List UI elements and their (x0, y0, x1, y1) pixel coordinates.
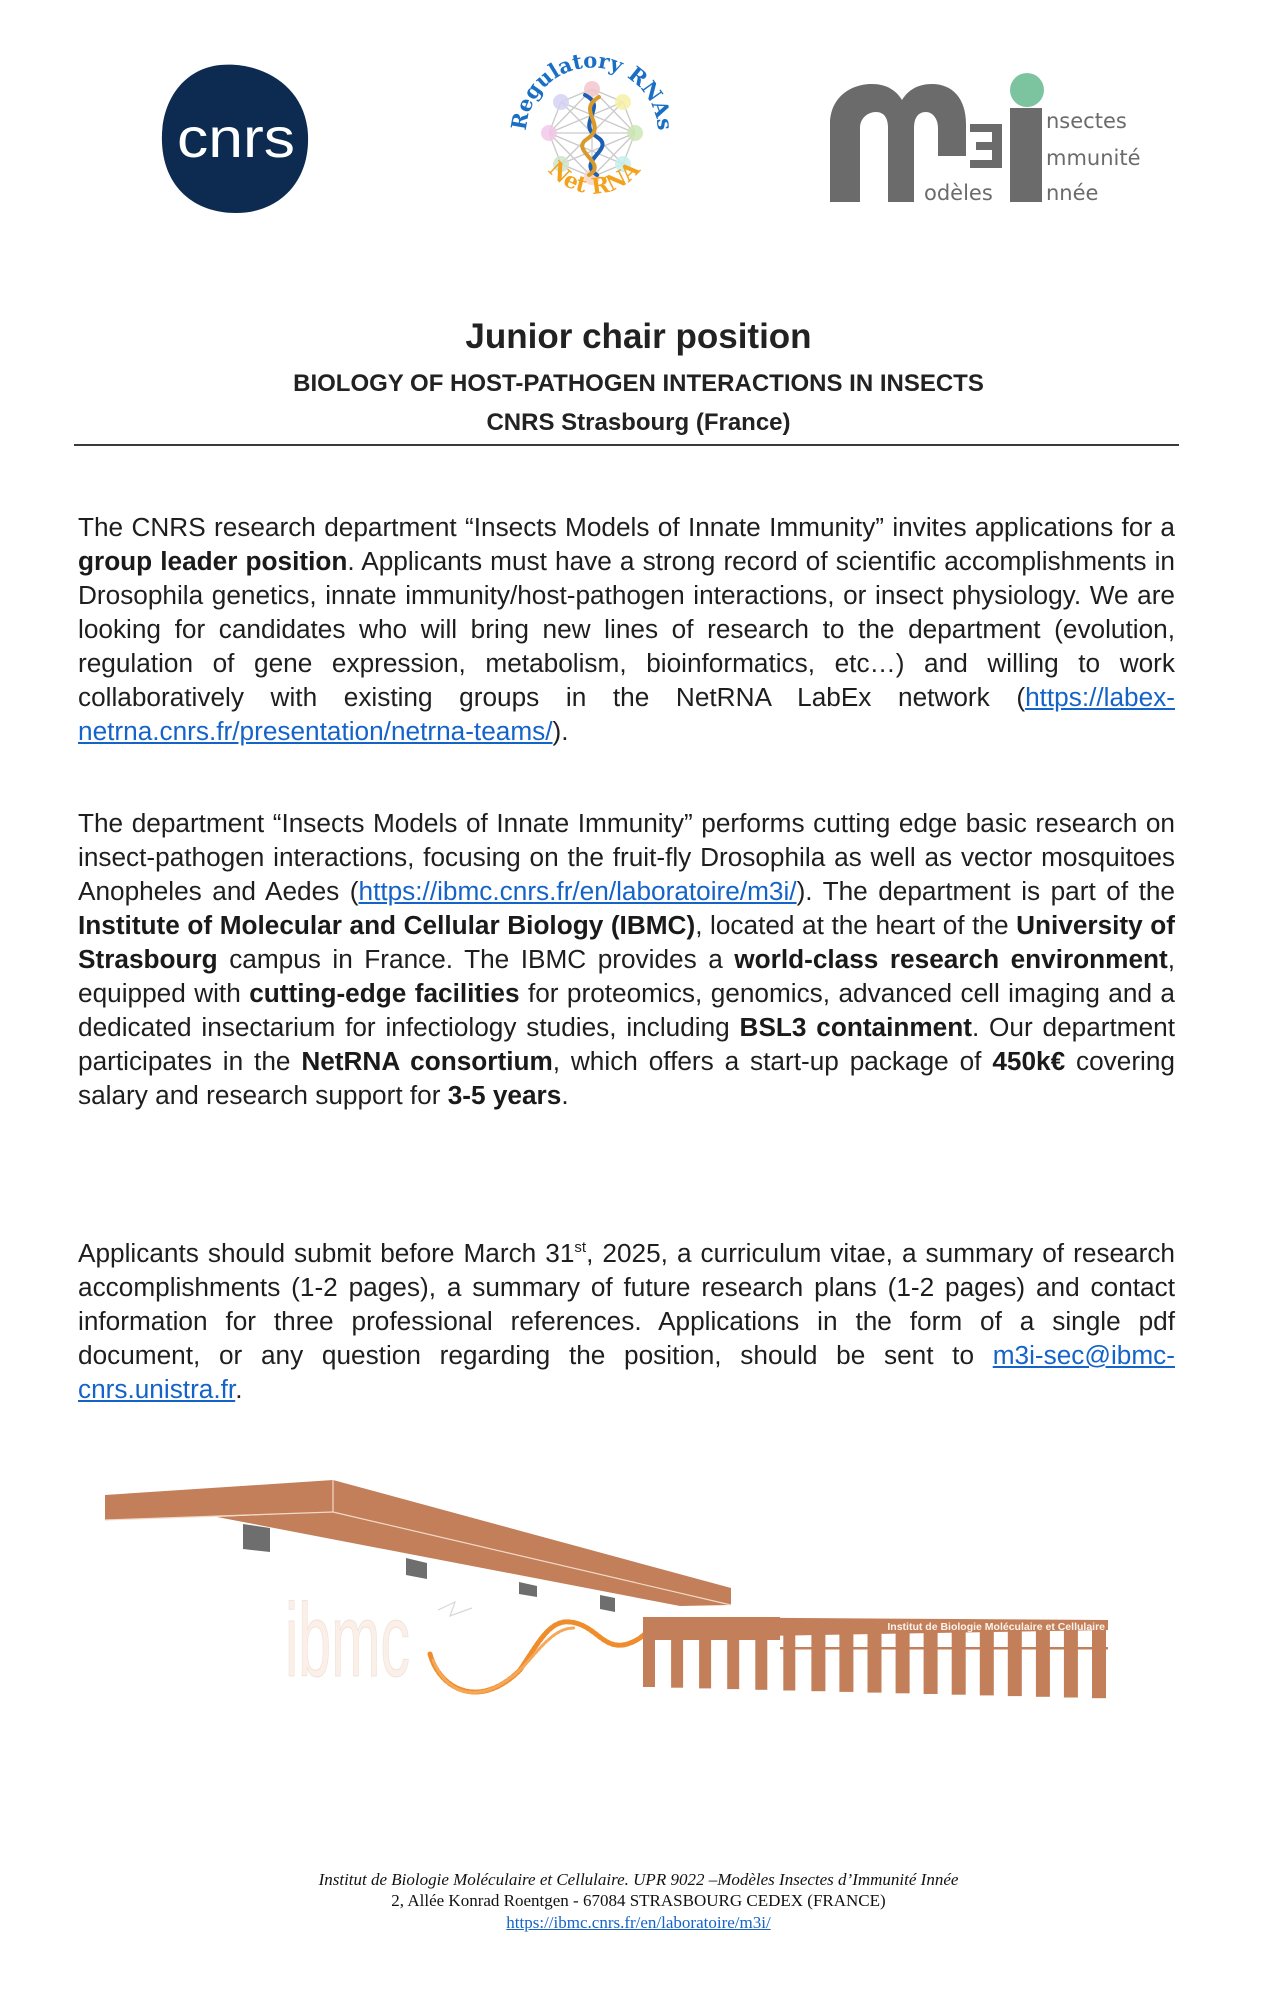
facade-column (783, 1628, 795, 1691)
m3i-lab-link[interactable]: https://ibmc.cnrs.fr/en/laboratoire/m3i/ (358, 876, 797, 906)
dna-helix-icon (430, 1622, 680, 1693)
facade-column (755, 1628, 767, 1690)
footer-website-link[interactable]: https://ibmc.cnrs.fr/en/laboratoire/m3i/ (506, 1913, 771, 1932)
bold-text: 450k€ (992, 1046, 1066, 1076)
netrna-logo (505, 45, 680, 220)
text-run: , equipped with (78, 944, 1176, 1008)
m3i-dot-icon (1010, 73, 1044, 107)
facade-column (1064, 1628, 1078, 1698)
text-run: covering salary and research support for (78, 1046, 1175, 1110)
facade-ledge (780, 1647, 1108, 1650)
netrna-teams-link[interactable]: https://labex-netrna.cnrs.fr/presentation/netrna-teams/ (78, 682, 1175, 746)
facade-column (952, 1628, 966, 1695)
footer-institute: Institut de Biologie Moléculaire et Cellulaire. UPR 9022 –Modèles Insectes d’Immunité Innée (318, 1870, 959, 1889)
facade-column (980, 1628, 994, 1695)
m3i-logo (826, 68, 1176, 208)
netrna-logo-bottom-text: Net RNA (542, 156, 646, 201)
text-run: ). (552, 716, 569, 746)
text-run: . Our department participates in the (78, 1012, 1175, 1076)
m3i-word-insectes: nsectes (1046, 109, 1127, 133)
bold-text: BSL3 containment (739, 1012, 972, 1042)
m3i-letter-i (1010, 108, 1042, 202)
facade-column (811, 1628, 825, 1691)
paragraph-application (78, 1236, 1175, 1406)
rna-helix-icon (582, 95, 602, 175)
page-location: CNRS Strasbourg (France) (486, 409, 791, 436)
m3i-word-immunite: mmunité (1046, 146, 1141, 170)
paragraph-intro (78, 510, 1175, 748)
bold-text: Institute of Molecular and Cellular Biology (IBMC) (78, 910, 696, 940)
cnrs-logo (160, 63, 312, 215)
header-divider (74, 444, 1179, 446)
text-run: The department “Insects Models of Innate Immunity” performs cutting edge basic research on insect-pathogen interactions, focusing on the fruit-fly Drosophila as well as vector mosquitoes Anopheles and Aedes ( (78, 808, 1175, 906)
text-run: for proteomics, genomics, advanced cell imaging and a dedicated insectarium for infectiology studies, including (78, 978, 1175, 1042)
helix-shadow (438, 1602, 472, 1616)
facade-column (868, 1628, 882, 1693)
facade-column (1008, 1628, 1022, 1696)
text-run: Applicants should submit before March 31 (78, 1238, 575, 1268)
bold-text: University of Strasbourg (78, 910, 1176, 974)
m3i-word-innee: nnée (1046, 181, 1099, 205)
bold-text: group leader position (78, 546, 348, 576)
building-roof-beam (105, 1480, 731, 1606)
m3i-word-modeles: odèles (924, 181, 993, 205)
ordinal-suffix: st (574, 1239, 587, 1256)
bold-text: NetRNA consortium (301, 1046, 553, 1076)
facade-column (924, 1628, 938, 1694)
text-run: , 2025, a curriculum vitae, a summary of research accomplishments (1-2 pages), a summary of future research plans (1-2 pages) and contact information for three professional references. Applications in the form of a single pdf document, or any question regarding the position, should be sent to (78, 1238, 1175, 1370)
cnrs-logo-text: cnrs (177, 106, 295, 169)
bold-text: cutting-edge facilities (249, 978, 520, 1008)
contact-email-link[interactable]: m3i-sec@ibmc-cnrs.unistra.fr (78, 1340, 1175, 1404)
building-caption: Institut de Biologie Moléculaire et Cellulaire (887, 1621, 1105, 1633)
ibmc-building-illustration (80, 1470, 1140, 1740)
page-title: Junior chair position (465, 317, 812, 356)
bold-text: world-class research environment (734, 944, 1168, 974)
facade-column (1036, 1628, 1050, 1697)
bold-text: 3-5 years (447, 1080, 562, 1110)
paragraph-department (78, 806, 1175, 1112)
facade-column (1092, 1628, 1106, 1698)
m3i-digit-3 (970, 124, 1002, 168)
netrna-logo-top-text: Regulatory RNAs (505, 47, 679, 132)
facade-column (727, 1628, 739, 1689)
facade-column (839, 1628, 853, 1692)
text-run: campus in France. The IBMC provides a (217, 944, 735, 974)
footer-address: 2, Allée Konrad Roentgen - 67084 STRASBOURG CEDEX (FRANCE) (391, 1891, 886, 1910)
facade-column (671, 1628, 683, 1688)
text-run: , located at the heart of the (695, 910, 1017, 940)
ibmc-wordmark: ibmc (285, 1583, 410, 1699)
text-run: . (235, 1374, 243, 1404)
text-run: , which offers a start-up package of (552, 1046, 993, 1076)
text-run: The CNRS research department “Insects Models of Innate Immunity” invites applications for a (78, 512, 1175, 542)
facade-column (643, 1628, 655, 1687)
text-run: . (561, 1080, 569, 1110)
text-run: . Applicants must have a strong record of scientific accomplishments in Drosophila genetics, innate immunity/host-pathogen interactions, or insect physiology. We are looking for candidates who will bring new lines of research to the department (evolution, regulation of gene expression, metabolism, bioinformatics, etc…) and willing to work collaboratively with existing groups in the NetRNA LabEx network ( (78, 546, 1175, 712)
facade-column (699, 1628, 711, 1688)
facade-column (896, 1628, 910, 1693)
text-run: ). The department is part of the (796, 876, 1175, 906)
page-subtitle: BIOLOGY OF HOST-PATHOGEN INTERACTIONS IN INSECTS (293, 370, 984, 397)
footer-link-row (0, 1912, 1277, 1933)
